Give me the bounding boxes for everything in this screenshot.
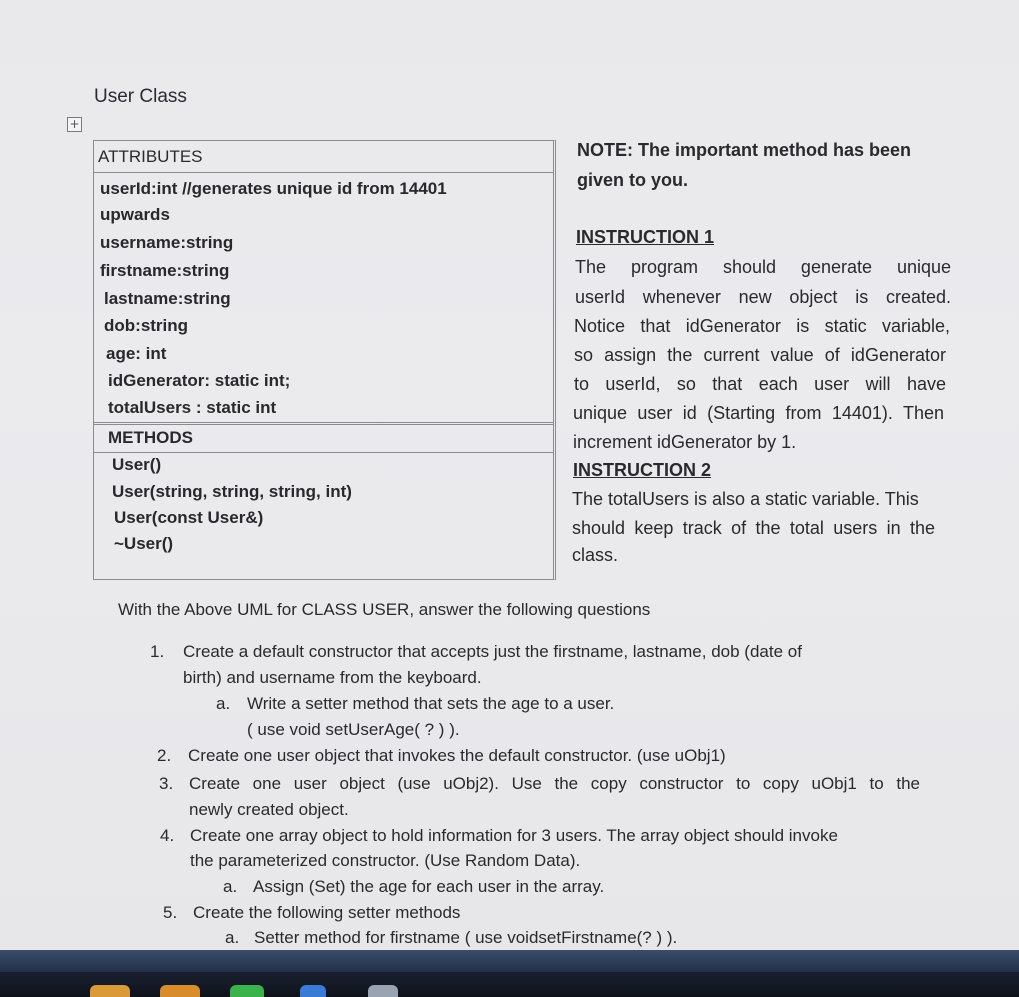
instruction-1-line: Notice that idGenerator is static variable, bbox=[574, 316, 950, 336]
question-line: Create one user object that invokes the default constructor. (use uObj1) bbox=[188, 746, 726, 765]
uml-attribute: username:string bbox=[100, 233, 234, 252]
question-line: birth) and username from the keyboard. bbox=[183, 668, 482, 687]
instruction-1-line: unique user id (Starting from 14401). Then bbox=[573, 403, 944, 423]
document-title: User Class bbox=[94, 86, 187, 107]
uml-method: User(const User&) bbox=[114, 508, 264, 527]
question-number: 2. bbox=[157, 746, 172, 765]
uml-methods-header: METHODS bbox=[94, 425, 553, 453]
uml-attributes-cell bbox=[94, 173, 553, 425]
question-line: Assign (Set) the age for each user in the array. bbox=[253, 877, 605, 896]
note-title: NOTE: The important method has been given to you. bbox=[577, 140, 912, 190]
instruction-1-line: The program should generate unique bbox=[575, 257, 951, 277]
question-line: Create the following setter methods bbox=[193, 903, 461, 922]
instruction-1-line: to userId, so that each user will have bbox=[574, 374, 946, 394]
instruction-2-heading: INSTRUCTION 2 bbox=[573, 460, 712, 480]
uml-attribute: userId:int //generates unique id from 14401 bbox=[100, 179, 447, 198]
instruction-2-line: The totalUsers is also a static variable. This bbox=[572, 489, 919, 509]
uml-attribute: idGenerator: static int; bbox=[108, 371, 291, 390]
question-line: Create one array object to hold information for 3 users. The array object should invoke bbox=[190, 826, 838, 845]
instruction-1-heading: INSTRUCTION 1 bbox=[576, 227, 715, 247]
taskbar-app-icon[interactable] bbox=[300, 985, 326, 997]
uml-attribute: age: int bbox=[106, 344, 167, 363]
uml-attributes-header: ATTRIBUTES bbox=[94, 141, 553, 173]
instruction-1-line: increment idGenerator by 1. bbox=[573, 432, 797, 452]
question-line: ( use void setUserAge( ? ) ). bbox=[247, 720, 460, 739]
uml-attribute: firstname:string bbox=[100, 261, 230, 280]
question-line: the parameterized constructor. (Use Random Data). bbox=[190, 851, 581, 870]
uml-method: User(string, string, string, int) bbox=[112, 482, 352, 501]
question-number: a. bbox=[225, 928, 240, 947]
question-number: 5. bbox=[163, 903, 178, 922]
instruction-1-line: so assign the current value of idGenerator bbox=[574, 345, 946, 365]
taskbar-folder-icon[interactable] bbox=[90, 985, 130, 997]
question-number: 3. bbox=[159, 774, 174, 793]
taskbar-chrome-icon[interactable] bbox=[230, 985, 264, 997]
uml-table bbox=[93, 140, 556, 580]
uml-attribute: lastname:string bbox=[104, 289, 231, 308]
uml-attribute: totalUsers : static int bbox=[108, 398, 277, 417]
question-line: Create a default constructor that accepts just the firstname, lastname, dob (date of bbox=[183, 642, 802, 661]
uml-attribute: upwards bbox=[100, 205, 170, 224]
question-number: 4. bbox=[160, 826, 175, 845]
question-number: 1. bbox=[150, 642, 165, 661]
uml-methods-cell bbox=[94, 453, 553, 579]
taskbar-app-icon[interactable] bbox=[368, 985, 398, 997]
questions-intro: With the Above UML for CLASS USER, answer the following questions bbox=[118, 600, 651, 619]
instruction-2-line: should keep track of the total users in the bbox=[572, 518, 935, 538]
window-bottom-strip bbox=[0, 950, 1019, 972]
question-line: Create one user object (use uObj2). Use the copy constructor to copy uObj1 to the bbox=[189, 774, 920, 793]
uml-attribute: dob:string bbox=[104, 316, 189, 335]
taskbar-app-icon[interactable] bbox=[160, 985, 200, 997]
question-line: Write a setter method that sets the age to a user. bbox=[247, 694, 615, 713]
instruction-1-line: userId whenever new object is created. bbox=[575, 287, 951, 307]
uml-method: ~User() bbox=[114, 534, 174, 553]
question-number: a. bbox=[223, 877, 238, 896]
question-line: newly created object. bbox=[189, 800, 349, 819]
question-number: a. bbox=[216, 694, 231, 713]
question-line: Setter method for firstname ( use voidsetFirstname(? ) ). bbox=[254, 928, 678, 947]
table-move-handle-icon[interactable]: + bbox=[67, 117, 82, 132]
instruction-2-line: class. bbox=[572, 545, 619, 565]
uml-method: User() bbox=[112, 455, 162, 474]
